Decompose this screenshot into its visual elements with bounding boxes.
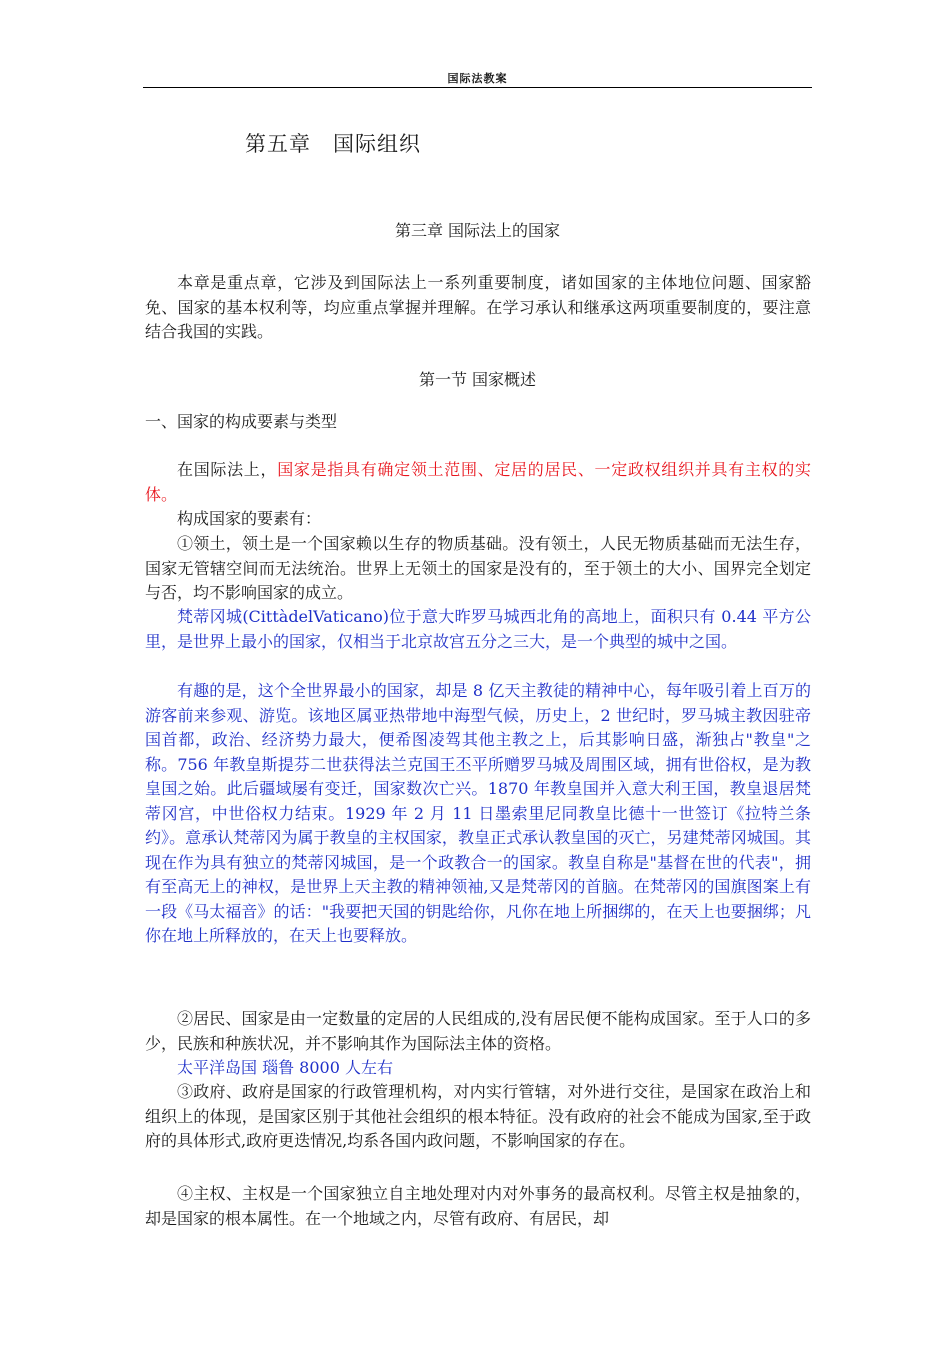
definition-lead: 在国际法上， bbox=[177, 460, 278, 479]
elements-intro: 构成国家的要素有： bbox=[177, 509, 322, 528]
element-territory: ①领土，领土是一个国家赖以生存的物质基础。没有领土，人民无物质基础而无法生存，国家无管辖空间而无法统治。世界上无领土的国家是没有的，至于领土的大小、国界完全划定与否，均不影响国家的成立。 bbox=[145, 534, 811, 602]
element-government: ③政府、政府是国家的行政管理机构，对内实行管辖，对外进行交往，是国家在政治上和组织上的体现，是国家区别于其他社会组织的根本特征。没有政府的社会不能成为国家,至于政府的具体形式,政府更迭情况,均系各国内政问题，不影响国家的存在。 bbox=[145, 1082, 811, 1150]
subchapter-title: 第三章 国际法上的国家 bbox=[394, 221, 561, 240]
chapter-number: 第五章 bbox=[245, 132, 311, 156]
header-rule bbox=[143, 87, 812, 88]
definition-paragraph bbox=[145, 458, 811, 507]
running-header: 国际法教案 bbox=[447, 72, 508, 85]
chapter-title bbox=[245, 128, 421, 158]
definition-highlight: 国家是指具有确定领土范围、定居的居民、一定政权组织并具有主权的实体。 bbox=[145, 460, 811, 504]
element-sovereignty: ④主权、主权是一个国家独立自主地处理对内对外事务的最高权利。尽管主权是抽象的，却是国家的根本属性。在一个地域之内，尽管有政府、有居民，却 bbox=[145, 1184, 811, 1228]
vatican-history: 有趣的是，这个全世界最小的国家，却是 8 亿天主教徒的精神中心，每年吸引着上百万的游客前来参观、游览。该地区属亚热带地中海型气候，历史上，2 世纪时，罗马城主教因驻帝国首都，政治、经济势力最大，便希图凌驾其他主教之上，后其影响日盛，渐独占"教皇"之称。756 年教皇斯提芬二世获得法兰克国王丕平所赠罗马城及周围区域，拥有世俗权，是为教皇国之始。此后疆域屡有变迁，国家数次亡兴。1870 年教皇国并入意大利王国，教皇退居梵蒂冈宫，中世俗权力结束。1929 年 2 月 11 日墨索里尼同教皇比德十一世签订《拉特兰条约》。意承认梵蒂冈为属于教皇的主权国家，教皇正式承认教皇国的灭亡，另建梵蒂冈城国。其现在作为具有独立的梵蒂冈城国，是一个政教合一的国家。教皇自称是"基督在世的代表"，拥有至高无上的神权，是世界上天主教的精神领袖,又是梵蒂冈的首脑。在梵蒂冈的国旗图案上有一段《马太福音》的话："我要把天国的钥匙给你，凡你在地上所捆绑的，在天上也要捆绑；凡你在地上所释放的，在天上也要释放。 bbox=[145, 681, 811, 945]
nauru-note: 太平洋岛国 瑙鲁 8000 人左右 bbox=[177, 1058, 393, 1077]
vatican-note: 梵蒂冈城(CittàdelVaticano)位于意大昨罗马城西北角的高地上，面积只有 0.44 平方公里，是世界上最小的国家，仅相当于北京故宫五分之三大，是一个典型的城中之国。 bbox=[145, 607, 811, 651]
heading-1: 一、国家的构成要素与类型 bbox=[145, 412, 338, 431]
element-population: ②居民、国家是由一定数量的定居的人民组成的,没有居民便不能构成国家。至于人口的多少，民族和种族状况，并不影响其作为国际法主体的资格。 bbox=[145, 1009, 811, 1053]
section-title: 第一节 国家概述 bbox=[418, 370, 537, 389]
chapter-name: 国际组织 bbox=[333, 132, 421, 156]
intro-paragraph: 本章是重点章，它涉及到国际法上一系列重要制度，诸如国家的主体地位问题、国家豁免、国家的基本权利等，均应重点掌握并理解。在学习承认和继承这两项重要制度的，要注意结合我国的实践。 bbox=[145, 273, 811, 341]
